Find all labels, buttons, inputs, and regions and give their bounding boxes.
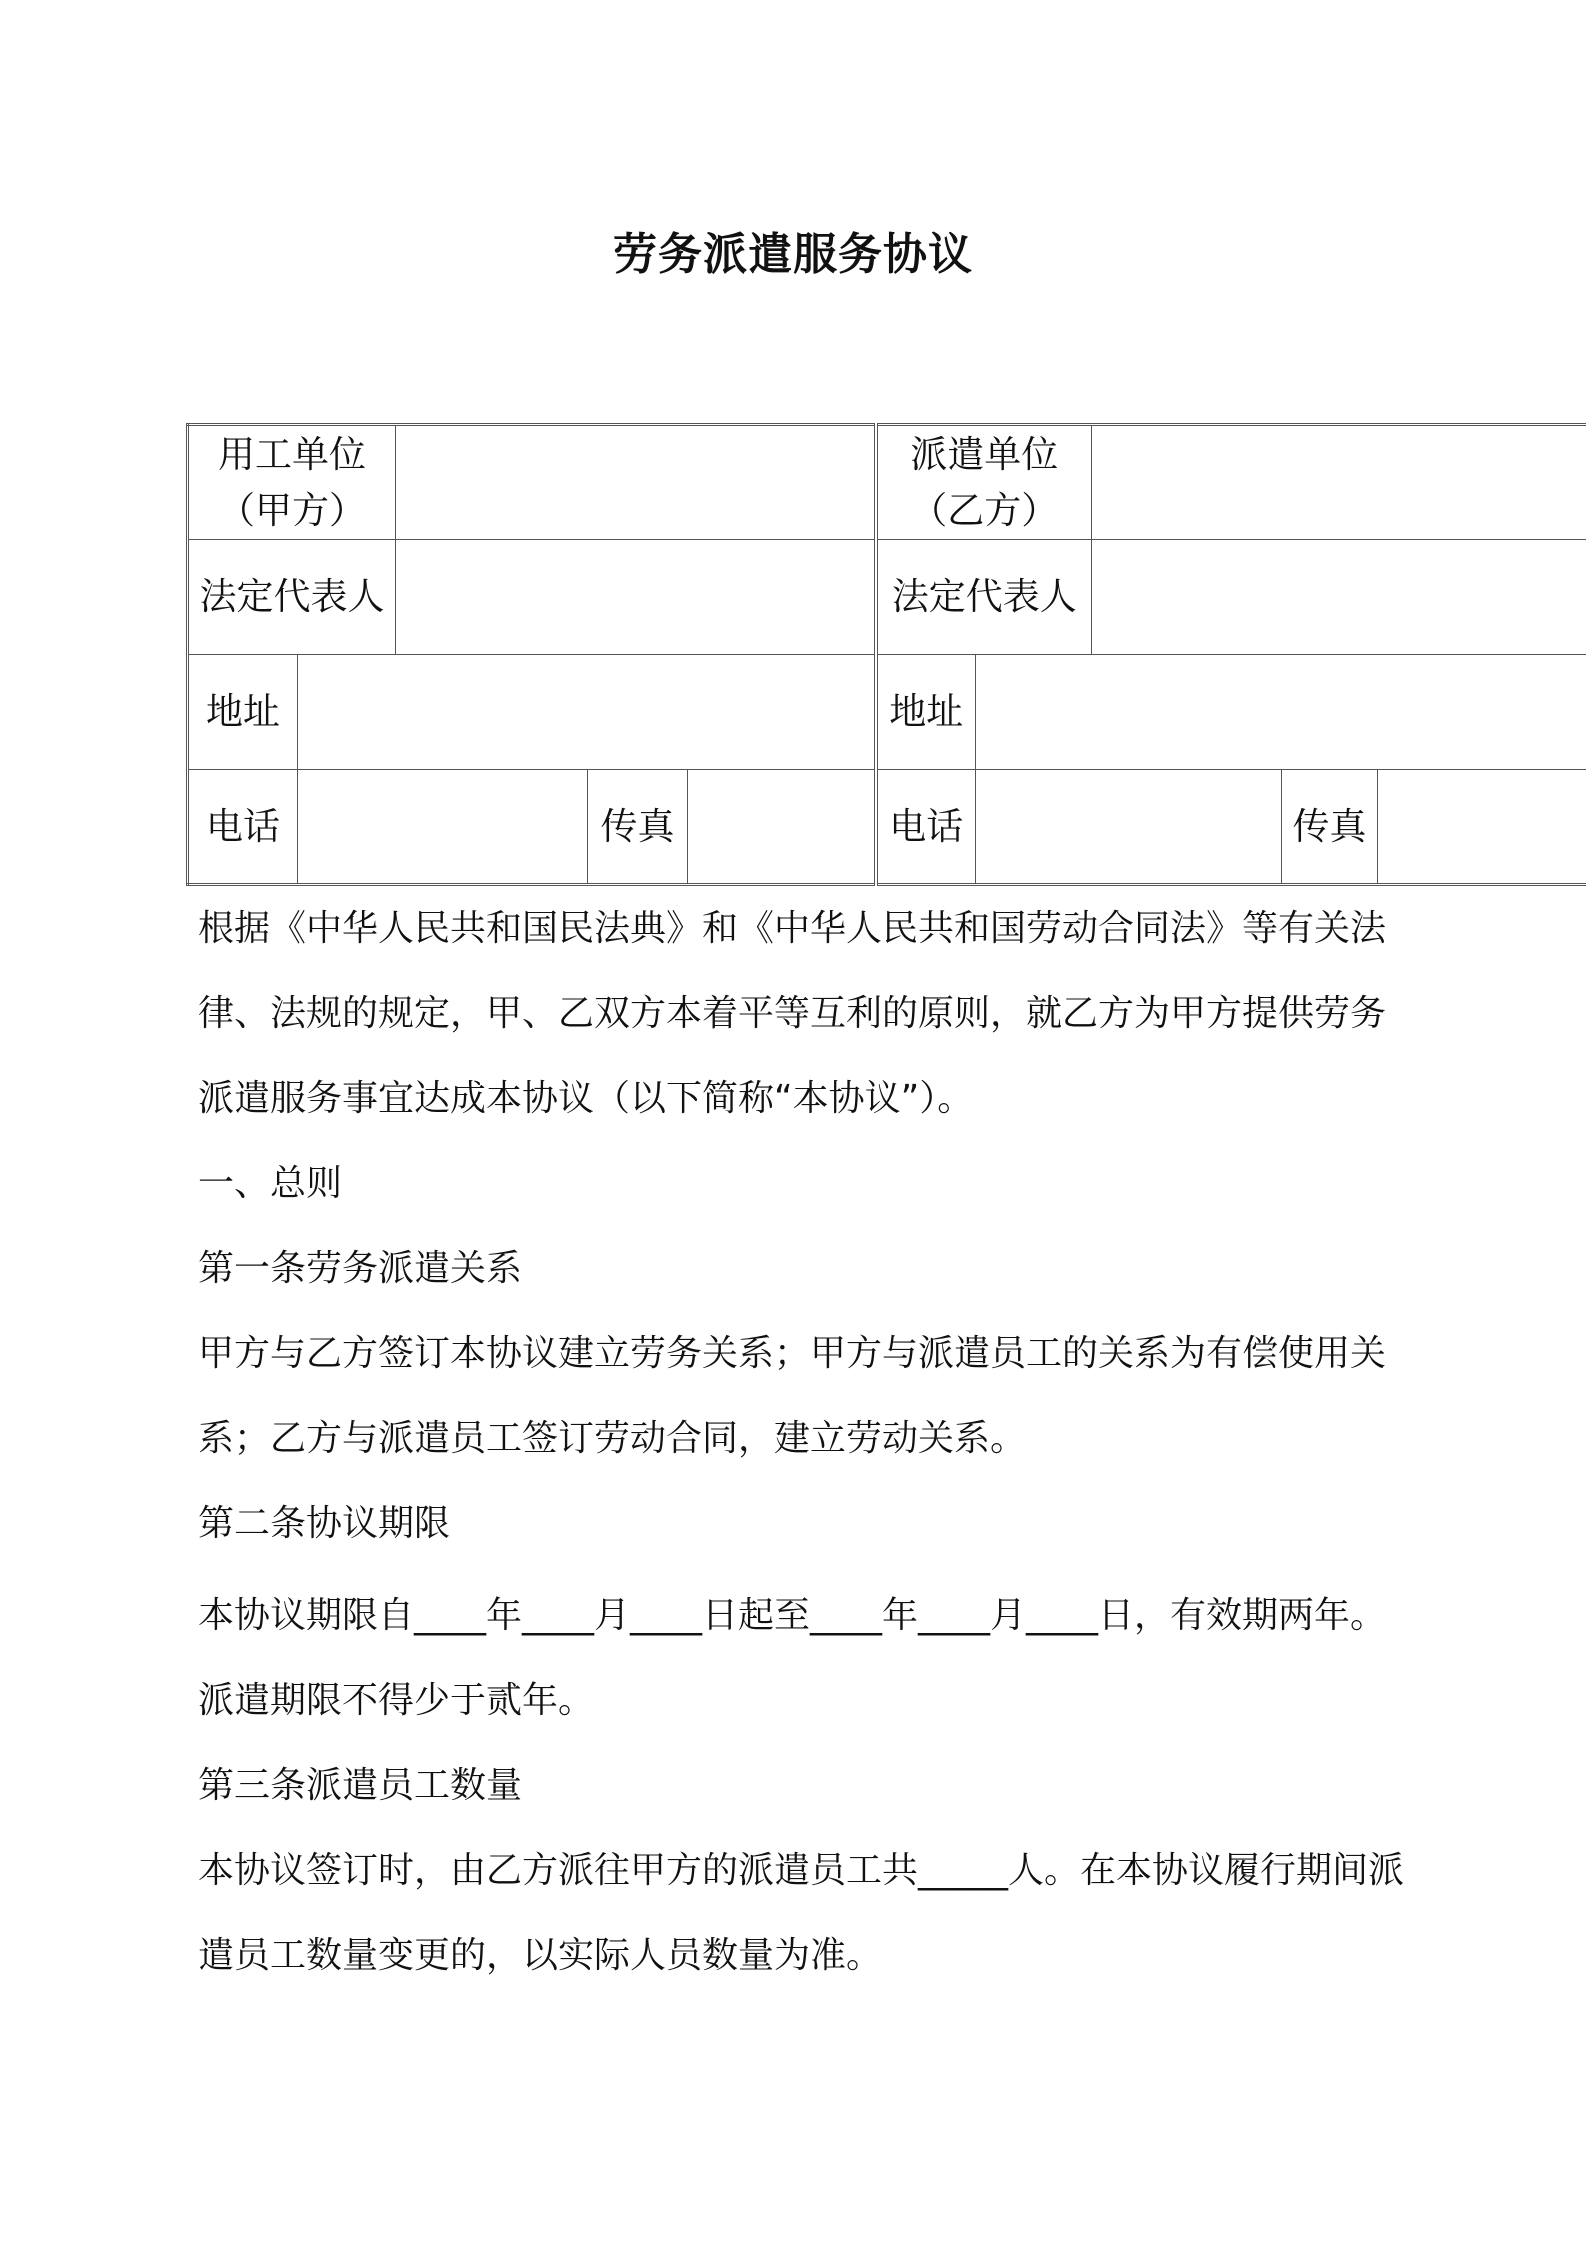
fax-a-label: 传真 bbox=[600, 804, 675, 848]
fax-b-value-cell bbox=[1378, 770, 1586, 885]
phone-a-value-cell bbox=[298, 770, 588, 885]
article-3-title: 第三条派遣员工数量 bbox=[198, 1765, 523, 1806]
article-1-title: 第一条劳务派遣关系 bbox=[198, 1248, 523, 1289]
section-heading-general: 一、总则 bbox=[198, 1163, 343, 1204]
article-2-title: 第二条协议期限 bbox=[198, 1503, 451, 1544]
article-3-text: 本协议签订时，由乙方派往甲方的派遣员工共_____人。在本协议履行期间派遣员工数量变更的，以实际人员数量为准。 bbox=[198, 1850, 1405, 1976]
dispatcher-label: 派遣单位（乙方） bbox=[910, 432, 1059, 532]
intro-paragraph: 根据《中华人民共和国民法典》和《中华人民共和国劳动合同法》等有关法律、法规的规定，甲、乙双方本着平等互利的原则，就乙方为甲方提供劳务派遣服务事宜达成本协议（以下简称“本协议”）。 bbox=[198, 908, 1387, 1119]
phone-a-label: 电话 bbox=[206, 804, 280, 848]
phone-a-cell bbox=[188, 770, 298, 885]
employer-label: 用工单位（甲方） bbox=[218, 432, 366, 532]
dispatcher-label-cell bbox=[876, 425, 1092, 540]
employer-value-cell bbox=[396, 425, 876, 540]
fax-b-label: 传真 bbox=[1292, 804, 1367, 848]
address-b-value-cell bbox=[976, 655, 1586, 770]
phone-b-cell bbox=[876, 770, 976, 885]
legal-rep-b-label: 法定代表人 bbox=[891, 575, 1077, 618]
phone-b-value-cell bbox=[976, 770, 1282, 885]
document-title: 劳务派遣服务协议 bbox=[613, 229, 973, 280]
legal-rep-a-value-cell bbox=[396, 540, 876, 655]
address-a-label: 地址 bbox=[206, 690, 280, 733]
legal-rep-a-label: 法定代表人 bbox=[199, 575, 385, 618]
address-a-cell bbox=[188, 655, 298, 770]
article-1-text: 甲方与乙方签订本协议建立劳务关系；甲方与派遣员工的关系为有偿使用关系；乙方与派遣员工签订劳动合同，建立劳动关系。 bbox=[198, 1333, 1387, 1459]
address-a-value-cell bbox=[298, 655, 876, 770]
address-b-cell bbox=[876, 655, 976, 770]
party-info-table bbox=[186, 423, 1586, 886]
legal-rep-b-value-cell bbox=[1092, 540, 1586, 655]
article-2-text: 本协议期限自____年____月____日起至____年____月____日，有效期两年。派遣期限不得少于贰年。 bbox=[198, 1595, 1387, 1721]
employer-label-cell bbox=[188, 425, 396, 540]
dispatcher-value-cell bbox=[1092, 425, 1586, 540]
phone-b-label: 电话 bbox=[889, 804, 964, 848]
legal-rep-b-cell bbox=[876, 540, 1092, 655]
fax-a-value-cell bbox=[688, 770, 876, 885]
address-b-label: 地址 bbox=[889, 690, 964, 733]
fax-b-cell bbox=[1282, 770, 1378, 885]
fax-a-cell bbox=[588, 770, 688, 885]
legal-rep-a-cell bbox=[188, 540, 396, 655]
